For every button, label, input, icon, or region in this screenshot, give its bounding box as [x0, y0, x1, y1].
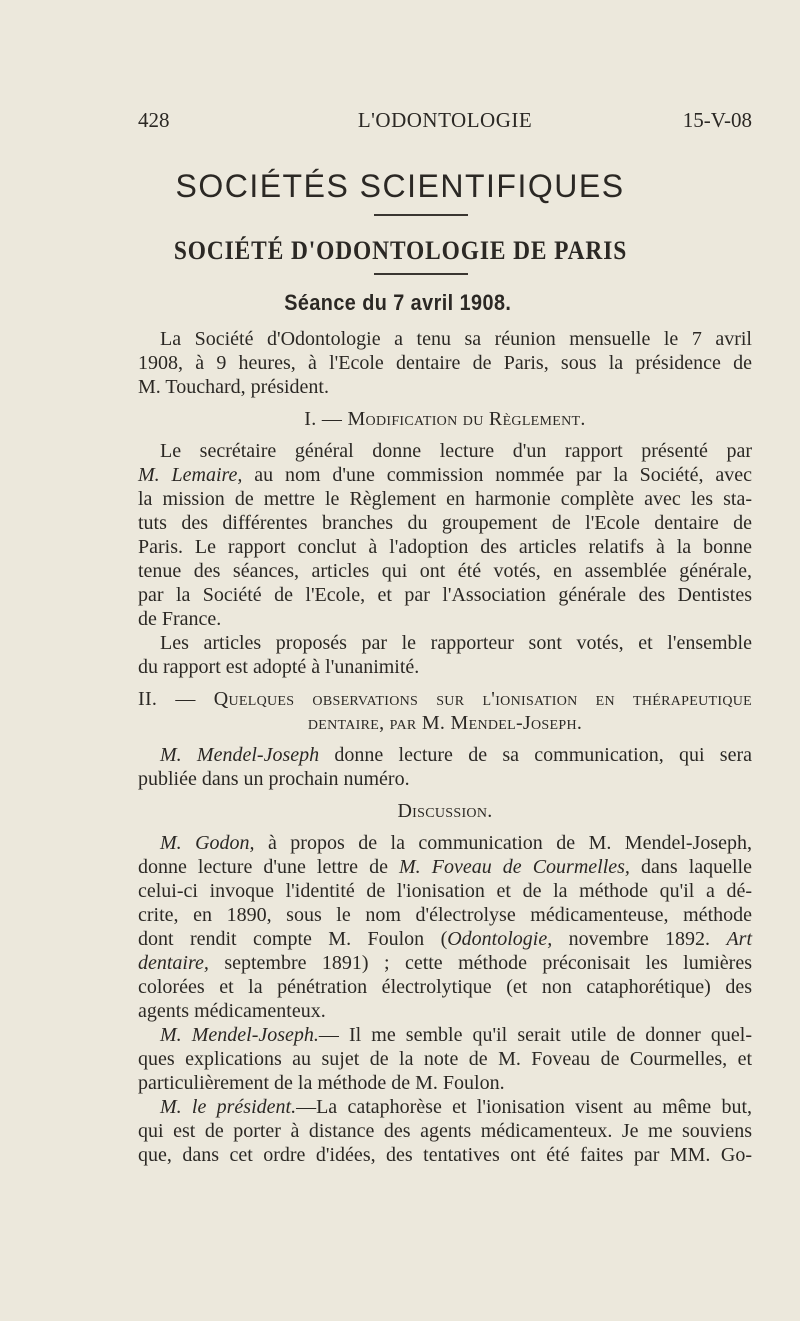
- text-line: donne lecture d'une lettre de M. Foveau de Courmelles, dans laquelle: [138, 856, 752, 878]
- journal-title: L'ODONTOLOGIE: [357, 108, 533, 132]
- text-line: Paris. Le rapport conclut à l'adoption des articles relatifs à la bonne: [138, 536, 752, 558]
- text-line: Le secrétaire général donne lecture d'un rapport présenté par: [160, 440, 752, 462]
- paragraph-opening: [138, 327, 752, 399]
- article-body: [138, 327, 752, 1167]
- text-line: la mission de mettre le Règlement en harmonie complète avec les sta-: [138, 488, 752, 510]
- text-line: dentaire, septembre 1891) ; cette méthode préconisait les lumières: [138, 952, 752, 974]
- paragraph-rapport: [138, 439, 752, 631]
- speaker-name: M. Lemaire,: [138, 464, 243, 486]
- text-line: colorées et la pénétration électrolytique (et non cataphorétique) des: [138, 976, 752, 998]
- speaker-name: M. Mendel-Joseph.: [160, 1024, 319, 1046]
- society-title: SOCIÉTÉ D'ODONTOLOGIE DE PARIS: [173, 236, 628, 265]
- session-heading: Séance du 7 avril 1908.: [284, 290, 512, 315]
- paragraph-mendel-joseph: [138, 1023, 752, 1095]
- text-line: Les articles proposés par le rapporteur sont votés, et l'ensemble: [160, 632, 752, 654]
- text-line: de France.: [138, 608, 222, 630]
- text-line: dont rendit compte M. Foulon (Odontologie, novembre 1892. Art: [138, 928, 752, 950]
- running-head: [138, 108, 752, 134]
- section-heading-reglement: I. — Modification du Règlement.: [304, 408, 586, 430]
- section-heading-ionisation-cont: dentaire, par M. Mendel-Joseph.: [307, 712, 583, 734]
- paragraph-communication: [138, 743, 752, 791]
- text-line: tuts des différentes branches du groupement de l'Ecole dentaire de: [138, 512, 752, 534]
- text-line: M. le président.—La cataphorèse et l'ionisation visent au même but,: [160, 1096, 752, 1118]
- text-line: qui est de porter à distance des agents médicamenteux. Je me souviens: [138, 1120, 752, 1142]
- discussion-heading: Discussion.: [397, 800, 493, 822]
- section-heading-ionisation: II. — Quelques observations sur l'ionisation en thérapeutique: [138, 688, 752, 710]
- text-line: M. Touchard, président.: [138, 376, 329, 398]
- speaker-name: M. Mendel-Joseph: [160, 744, 320, 766]
- text-line: publiée dans un prochain numéro.: [138, 768, 410, 790]
- paragraph-president: [138, 1095, 752, 1167]
- text-line: M. Mendel-Joseph.— Il me semble qu'il serait utile de donner quel-: [160, 1024, 752, 1046]
- text-line: par la Société de l'Ecole, et par l'Association générale des Dentistes: [138, 584, 752, 606]
- section-title: SOCIÉTÉS SCIENTIFIQUES: [175, 168, 625, 204]
- text-line: particulièrement de la méthode de M. Foulon.: [138, 1072, 505, 1094]
- paragraph-godon: [138, 831, 752, 1023]
- text-line: M. Mendel-Joseph donne lecture de sa communication, qui sera: [160, 744, 752, 766]
- text-line: du rapport est adopté à l'unanimité.: [138, 656, 420, 678]
- text-line: tenue des séances, articles qui ont été votés, en assemblée générale,: [138, 560, 752, 582]
- speaker-name: M. Godon,: [160, 832, 255, 854]
- paragraph-vote: [138, 631, 752, 679]
- text-line: agents médicamenteux.: [138, 1000, 326, 1022]
- text-line: celui-ci invoque l'identité de l'ionisation et de la méthode qu'il a dé-: [138, 880, 752, 902]
- text-line: 1908, à 9 heures, à l'Ecole dentaire de Paris, sous la présidence de: [138, 352, 752, 374]
- text-line: La Société d'Odontologie a tenu sa réunion mensuelle le 7 avril: [160, 328, 752, 350]
- text-line: ques explications au sujet de la note de M. Foveau de Courmelles, et: [138, 1048, 752, 1070]
- text-line: M. Lemaire, au nom d'une commission nommée par la Société, avec: [138, 464, 753, 486]
- issue-date: 15-V-08: [682, 108, 752, 132]
- speaker-name: M. le président.: [160, 1096, 297, 1118]
- text-line: que, dans cet ordre d'idées, des tentatives ont été faites par MM. Go-: [138, 1144, 752, 1166]
- page-number: 428: [138, 108, 170, 132]
- text-line: crite, en 1890, sous le nom d'électrolyse médicamenteuse, méthode: [138, 904, 752, 926]
- text-line: M. Godon, à propos de la communication de M. Mendel-Joseph,: [160, 832, 752, 854]
- subtitle-rule: [374, 273, 468, 275]
- title-rule: [374, 214, 468, 216]
